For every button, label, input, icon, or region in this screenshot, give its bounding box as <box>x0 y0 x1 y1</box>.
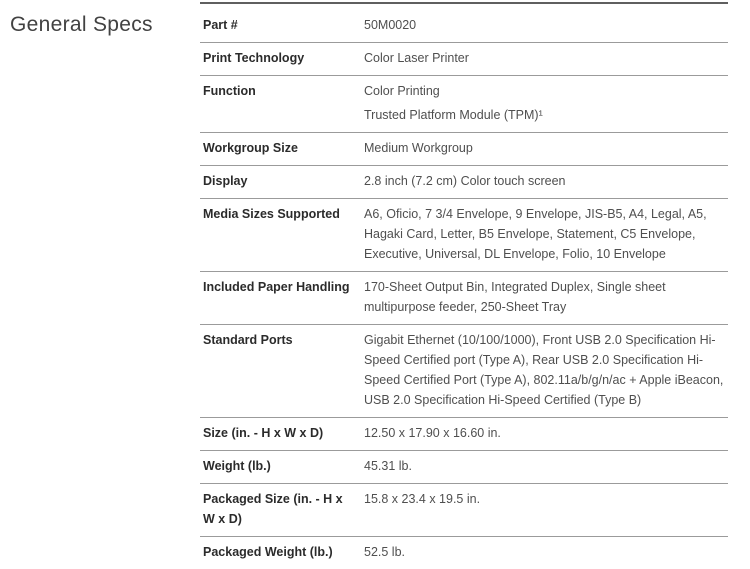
spec-value-line: 170-Sheet Output Bin, Integrated Duplex, Single sheet multipurpose feeder, 250-Sheet Tray <box>364 280 666 314</box>
spec-value-line: 45.31 lb. <box>364 459 412 473</box>
spec-row <box>200 199 728 272</box>
spec-row <box>200 418 728 451</box>
spec-value-line: 15.8 x 23.4 x 19.5 in. <box>364 492 481 506</box>
spec-value <box>364 456 728 476</box>
spec-label: Packaged Weight (lb.) <box>203 545 333 559</box>
spec-value-line: Color Printing <box>364 84 440 98</box>
spec-label: Packaged Size (in. - H x W x D) <box>203 492 343 526</box>
spec-value <box>364 138 728 158</box>
spec-value <box>364 171 728 191</box>
spec-value <box>364 423 728 443</box>
spec-row <box>200 43 728 76</box>
spec-value-line: Color Laser Printer <box>364 51 469 65</box>
spec-value-line: A6, Oficio, 7 3/4 Envelope, 9 Envelope, JIS-B5, A4, Legal, A5, Hagaki Card, Letter, B5 Envelope, Statement, C5 Envelope, Executive, Universal, DL Envelope, Folio, 10 Envelope <box>364 207 707 261</box>
spec-value-line: 2.8 inch (7.2 cm) Color touch screen <box>364 174 566 188</box>
spec-label: Included Paper Handling <box>203 280 350 294</box>
spec-row <box>200 451 728 484</box>
spec-label: Media Sizes Supported <box>203 207 340 221</box>
spec-value <box>364 489 728 509</box>
spec-value <box>364 48 728 68</box>
spec-label: Display <box>203 174 248 188</box>
spec-value <box>364 277 728 317</box>
spec-row <box>200 484 728 537</box>
spec-label: Part # <box>203 18 238 32</box>
spec-row <box>200 133 728 166</box>
spec-label: Function <box>203 84 256 98</box>
spec-value <box>364 330 728 410</box>
spec-value-line: Medium Workgroup <box>364 141 473 155</box>
spec-label: Weight (lb.) <box>203 459 271 473</box>
spec-value <box>364 15 728 35</box>
spec-value-line: Gigabit Ethernet (10/100/1000), Front USB 2.0 Specification Hi-Speed Certified port (Type A), Rear USB 2.0 Specification Hi-Speed Certified Port (Type A), 802.11a/b/g/n/ac + Apple iBeacon, USB 2.0 Specification Hi-Speed Certified (Type B) <box>364 333 724 407</box>
spec-row <box>200 272 728 325</box>
spec-value-line: 50M0020 <box>364 18 417 32</box>
spec-value <box>364 542 728 562</box>
spec-value-line: Trusted Platform Module (TPM)¹ <box>364 108 543 122</box>
spec-row <box>200 537 728 569</box>
spec-value-line: 52.5 lb. <box>364 545 406 559</box>
spec-label: Print Technology <box>203 51 305 65</box>
spec-value-line: 12.50 x 17.90 x 16.60 in. <box>364 426 501 440</box>
spec-table <box>200 2 728 569</box>
spec-label: Standard Ports <box>203 333 293 347</box>
spec-value <box>364 81 728 125</box>
spec-label: Workgroup Size <box>203 141 298 155</box>
spec-row <box>200 325 728 418</box>
spec-row <box>200 4 728 43</box>
spec-row <box>200 166 728 199</box>
spec-row <box>200 76 728 133</box>
spec-label: Size (in. - H x W x D) <box>203 426 324 440</box>
spec-value <box>364 204 728 264</box>
section-heading: General Specs <box>10 13 153 36</box>
